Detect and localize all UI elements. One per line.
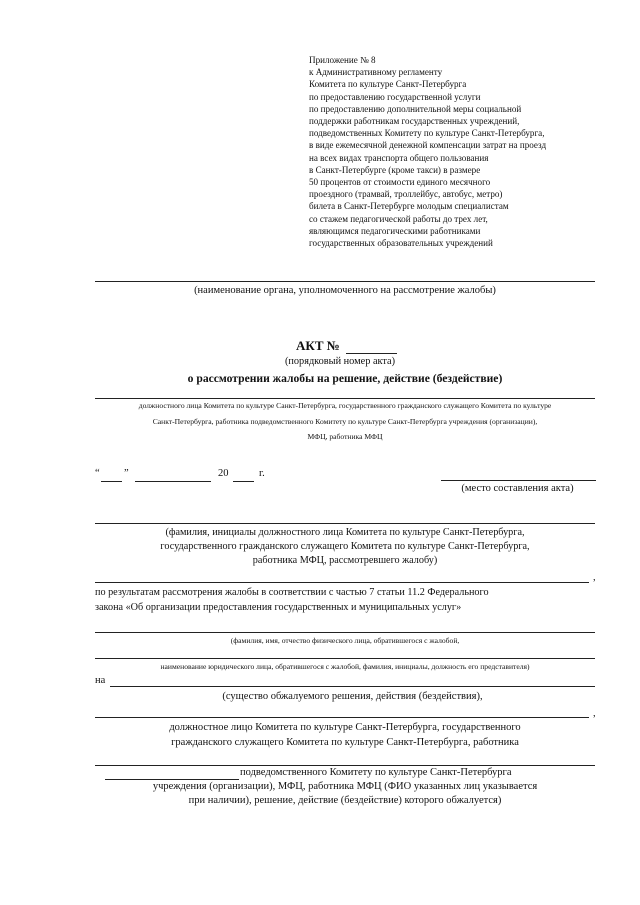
appendix-line: в виде ежемесячной денежной компенсации затрат на проезд [309,140,547,151]
act-number-line[interactable] [346,353,397,354]
appendix-line: Комитета по культуре Санкт-Петербурга [309,79,467,90]
applicant-line[interactable] [95,632,595,633]
appendix-line: на всех видах транспорта общего пользования [309,152,489,163]
act-official-line[interactable] [95,398,595,399]
date-month-line[interactable] [135,481,211,482]
official-line[interactable] [95,765,595,766]
appendix-line: являющимся педагогическими работниками [309,225,481,236]
official-caption-1: должностное лицо Комитета по культуре Санкт-Петербурга, государственного [169,722,521,733]
appendix-line: по предоставлению дополнительной меры социальной [309,103,522,114]
organ-name-caption: (наименование органа, уполномоченного на рассмотрение жалобы) [194,285,496,296]
on-label: на [95,675,106,686]
appendix-line: поддержки работникам государственных учреждений, [309,116,520,127]
official-caption-3: подведомственного Комитету по культуре Санкт-Петербурга [240,767,512,778]
date-open-quote: “ [95,468,100,479]
basis-line-2: закона «Об организации предоставления государственных и муниципальных услуг» [95,602,462,613]
appendix-line: в Санкт-Петербурге (кроме такси) в размере [309,164,481,175]
date-close-quote: ” [124,468,129,479]
appendix-line: со стажем педагогической работы до трех лет, [309,213,488,224]
decision-line[interactable] [110,686,595,687]
official-caption-2: гражданского служащего Комитета по культуре Санкт-Петербурга, работника [171,737,519,748]
act-subject: о рассмотрении жалобы на решение, действие (бездействие) [187,372,503,385]
place-caption: (место составления акта) [461,483,574,494]
comma-mark: , [593,572,596,583]
appendix-line: проездного (трамвай, троллейбус, автобус, метро) [309,189,503,200]
appendix-line: государственных образовательных учреждений [309,238,493,249]
basis-line-1: по результатам рассмотрения жалобы в соответствии с частью 7 статьи 11.2 Федерального [95,587,489,598]
appendix-header [309,54,546,249]
reviewer-name-line[interactable] [95,582,589,583]
act-official-caption-3: МФЦ, работника МФЦ [307,432,383,441]
appendix-line: 50 процентов от стоимости единого месячного [309,177,491,188]
act-title: АКТ № [296,338,340,353]
decision-caption: (существо обжалуемого решения, действия (бездействия), [222,691,483,702]
institution-line[interactable] [105,779,239,780]
applicant-caption: (фамилия, имя, отчество физического лица, обратившегося с жалобой, [230,636,460,645]
legal-entity-caption: наименование юридического лица, обратившегося с жалобой, фамилия, инициалы, должность его представителя) [160,662,530,671]
reviewer-caption-1: (фамилия, инициалы должностного лица Комитета по культуре Санкт-Петербурга, [165,527,525,538]
comma-mark: , [593,708,596,719]
official-caption-4: учреждения (организации), МФЦ, работника МФЦ (ФИО указанных лиц указывается [152,781,538,792]
appendix-line: билета в Санкт-Петербурге молодым специалистам [309,201,509,212]
appendix-line: по предоставлению государственной услуги [309,91,481,102]
official-caption-5: при наличии), решение, действие (бездействие) которого обжалуется) [188,795,502,806]
date-year-prefix: 20 [218,468,229,479]
reviewer-line[interactable] [95,523,595,524]
reviewer-caption-2: государственного гражданского служащего Комитета по культуре Санкт-Петербурга, [160,541,530,552]
reviewer-caption-3: работника МФЦ, рассмотревшего жалобу) [252,555,438,566]
decision-continuation-line[interactable] [95,717,589,718]
date-year-suffix: г. [259,468,265,479]
date-day-line[interactable] [101,481,122,482]
appendix-line: к Административному регламенту [309,67,443,78]
organ-name-line[interactable] [95,281,595,282]
date-year-line[interactable] [233,481,254,482]
legal-entity-line[interactable] [95,658,595,659]
act-official-caption-1: должностного лица Комитета по культуре Санкт-Петербурга, государственного гражданского служащего Комитета по культуре [138,401,552,410]
appendix-line: подведомственных Комитету по культуре Санкт-Петербурга, [309,128,545,139]
appendix-line: Приложение № 8 [309,55,376,65]
place-line[interactable] [441,480,596,481]
act-official-caption-2: Санкт-Петербурга, работника подведомственного Комитету по культуре Санкт-Петербурга учреждения (организации), [152,417,538,426]
act-number-caption: (порядковый номер акта) [284,356,396,367]
